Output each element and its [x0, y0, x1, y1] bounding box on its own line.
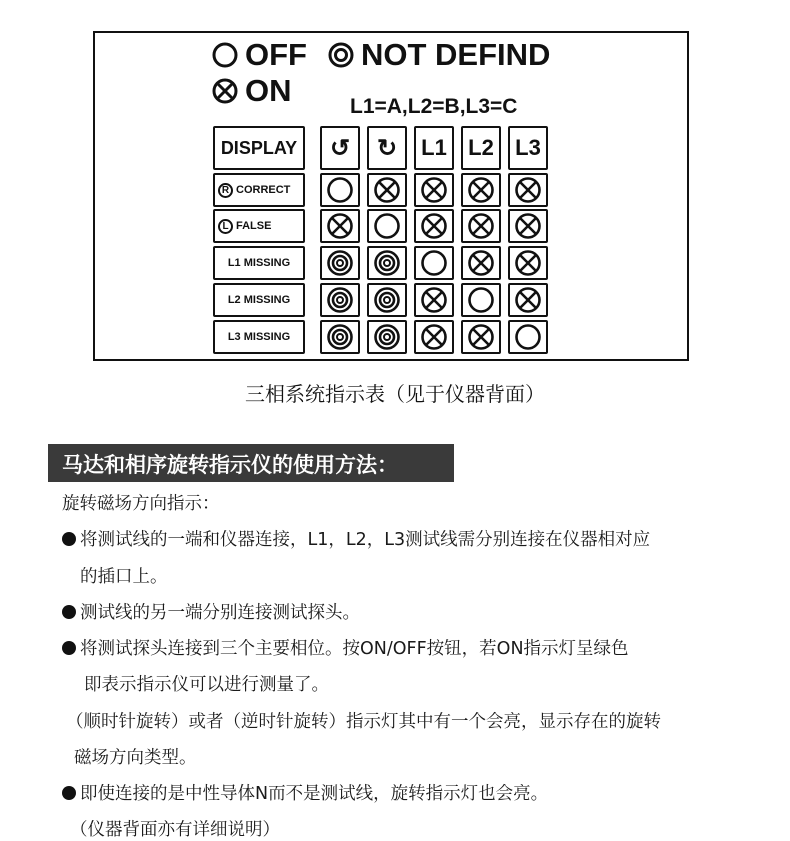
on-cross-circle-icon	[326, 212, 354, 240]
rotation-left-icon: L	[218, 219, 233, 234]
panel-caption: 三相系统指示表（见于仪器背面）	[245, 382, 545, 406]
off-circle-icon	[326, 176, 354, 204]
phase-mapping-note: L1=A,L2=B,L3=C	[350, 95, 518, 118]
row-label-5	[213, 320, 305, 354]
not-defined-circle-icon	[326, 323, 354, 351]
off-circle-icon	[373, 212, 401, 240]
indicator-cell	[508, 320, 548, 354]
not-defined-circle-icon	[373, 249, 401, 277]
row-label-2	[213, 209, 305, 243]
column-header-3: L1	[414, 126, 454, 170]
not-defined-circle-icon	[327, 41, 355, 69]
instruction-1-cont: 的插口上。	[80, 567, 168, 587]
row-label-text: L3 MISSING	[227, 331, 291, 343]
subtitle: 旋转磁场方向指示：	[62, 494, 220, 514]
indicator-cell	[461, 173, 501, 207]
off-circle-icon	[514, 323, 542, 351]
on-cross-circle-icon	[373, 176, 401, 204]
indicator-cell	[414, 283, 454, 317]
indicator-cell	[320, 246, 360, 280]
column-header-4: L2	[461, 126, 501, 170]
on-cross-circle-icon	[514, 212, 542, 240]
off-circle-icon	[211, 41, 239, 69]
instruction-note: （仪器背面亦有详细说明）	[70, 820, 280, 840]
bullet-icon	[62, 605, 76, 619]
legend-not-defind	[327, 37, 550, 73]
indicator-cell	[367, 173, 407, 207]
indicator-cell	[320, 209, 360, 243]
indicator-cell	[320, 173, 360, 207]
indicator-panel	[93, 31, 689, 361]
on-cross-circle-icon	[420, 212, 448, 240]
on-cross-circle-icon	[420, 323, 448, 351]
indicator-cell	[461, 246, 501, 280]
instruction-3	[62, 635, 629, 660]
legend-off-label: OFF	[245, 37, 307, 72]
on-cross-circle-icon	[420, 176, 448, 204]
on-cross-circle-icon	[514, 286, 542, 314]
bullet-icon	[62, 532, 76, 546]
indicator-cell	[508, 209, 548, 243]
indicator-cell	[367, 246, 407, 280]
indicator-cell	[414, 209, 454, 243]
column-header-2: ↻	[367, 126, 407, 170]
legend-not-defind-label: NOT DEFIND	[361, 37, 551, 72]
row-label-4	[213, 283, 305, 317]
instruction-1	[62, 526, 650, 551]
section-title: 马达和相序旋转指示仪的使用方法：	[62, 453, 398, 477]
indicator-cell	[414, 320, 454, 354]
indicator-cell	[508, 246, 548, 280]
indicator-cell	[461, 320, 501, 354]
indicator-cell	[320, 320, 360, 354]
instruction-5-text: 即使连接的是中性导体N而不是测试线，旋转指示灯也会亮。	[80, 784, 549, 804]
row-label-3	[213, 246, 305, 280]
indicator-cell	[508, 173, 548, 207]
on-cross-circle-icon	[514, 249, 542, 277]
column-header-5: L3	[508, 126, 548, 170]
not-defined-circle-icon	[373, 323, 401, 351]
legend-on-label: ON	[245, 73, 292, 108]
indicator-cell	[367, 283, 407, 317]
instruction-2-text: 测试线的另一端分别连接测试探头。	[80, 603, 360, 623]
indicator-cell	[461, 283, 501, 317]
on-cross-circle-icon	[467, 249, 495, 277]
instruction-5	[62, 780, 548, 805]
not-defined-circle-icon	[326, 286, 354, 314]
indicator-cell	[367, 320, 407, 354]
legend-off	[211, 37, 307, 73]
on-cross-circle-icon	[467, 176, 495, 204]
indicator-cell	[320, 283, 360, 317]
on-cross-circle-icon	[467, 212, 495, 240]
instruction-1-text: 将测试线的一端和仪器连接，L1，L2，L3测试线需分别连接在仪器相对应	[80, 530, 651, 550]
instruction-2	[62, 599, 360, 624]
bullet-icon	[62, 641, 76, 655]
instruction-4: （顺时针旋转）或者（逆时针旋转）指示灯其中有一个会亮，显示存在的旋转	[66, 712, 661, 732]
indicator-cell	[414, 246, 454, 280]
on-cross-circle-icon	[514, 176, 542, 204]
legend-on	[211, 73, 292, 109]
row-label-text: FALSE	[236, 220, 272, 232]
instruction-4-cont: 磁场方向类型。	[74, 748, 197, 768]
bullet-icon	[62, 786, 76, 800]
indicator-cell	[414, 173, 454, 207]
instruction-3-cont: 即表示指示仪可以进行测量了。	[84, 675, 329, 695]
instruction-3-text: 将测试探头连接到三个主要相位。按ON/OFF按钮，若ON指示灯呈绿色	[80, 639, 629, 659]
row-label-1	[213, 173, 305, 207]
on-cross-circle-icon	[467, 323, 495, 351]
indicator-cell	[367, 209, 407, 243]
column-header-1: ↺	[320, 126, 360, 170]
display-header-label: DISPLAY	[213, 126, 305, 170]
rotation-right-icon: R	[218, 183, 233, 198]
indicator-cell	[461, 209, 501, 243]
not-defined-circle-icon	[373, 286, 401, 314]
row-label-text: L2 MISSING	[227, 294, 291, 306]
row-label-text: L1 MISSING	[227, 257, 291, 269]
on-cross-circle-icon	[211, 77, 239, 105]
off-circle-icon	[467, 286, 495, 314]
off-circle-icon	[420, 249, 448, 277]
indicator-cell	[508, 283, 548, 317]
row-label-text: CORRECT	[236, 184, 291, 196]
on-cross-circle-icon	[420, 286, 448, 314]
not-defined-circle-icon	[326, 249, 354, 277]
